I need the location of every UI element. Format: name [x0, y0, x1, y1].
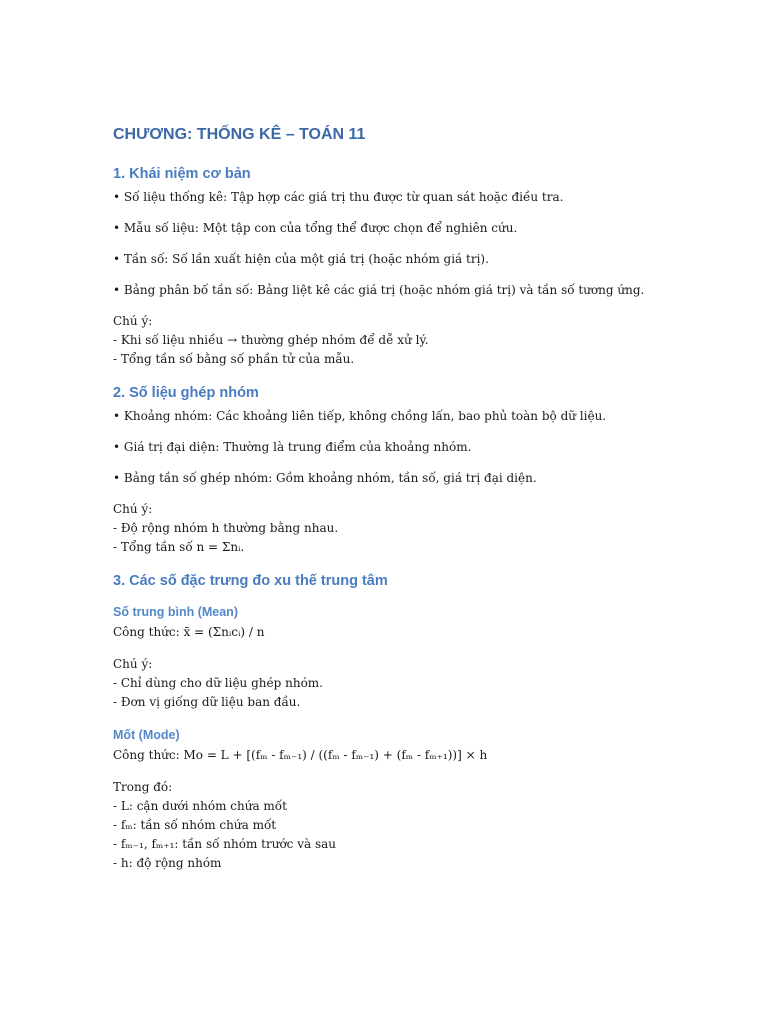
bullet-item: • Số liệu thống kê: Tập hợp các giá trị thu được từ quan sát hoặc điều tra.	[113, 190, 564, 204]
subsection-heading-mean: Số trung bình (Mean)	[113, 605, 238, 619]
note-line: - Chỉ dùng cho dữ liệu ghép nhóm.	[113, 676, 323, 690]
note-line: - Khi số liệu nhiều → thường ghép nhóm để dễ xử lý.	[113, 333, 429, 347]
note-label: Chú ý:	[113, 657, 153, 671]
section-heading: 3. Các số đặc trưng đo xu thế trung tâm	[113, 573, 388, 589]
note-line: - Tổng tần số bằng số phần tử của mẫu.	[113, 352, 355, 366]
note-line: - Tổng tần số n = Σnᵢ.	[113, 540, 245, 554]
note-line: - Đơn vị giống dữ liệu ban đầu.	[113, 695, 301, 709]
where-block	[113, 778, 733, 873]
bullet-item: • Mẫu số liệu: Một tập con của tổng thể được chọn để nghiên cứu.	[113, 221, 518, 235]
where-line: - L: cận dưới nhóm chứa mốt	[113, 799, 287, 813]
note-block	[113, 655, 733, 712]
bullet-item: • Khoảng nhóm: Các khoảng liên tiếp, không chồng lấn, bao phủ toàn bộ dữ liệu.	[113, 409, 607, 423]
bullet-item: • Tần số: Số lần xuất hiện của một giá trị (hoặc nhóm giá trị).	[113, 252, 489, 266]
section-grouped-data	[113, 383, 733, 557]
section-central-tendency	[113, 571, 733, 873]
where-line: - fₘ₋₁, fₘ₊₁: tần số nhóm trước và sau	[113, 837, 336, 851]
where-label: Trong đó:	[113, 780, 173, 794]
formula-mean: Công thức: x̄ = (Σnᵢcᵢ) / n	[113, 625, 265, 639]
bullet-item: • Giá trị đại diện: Thường là trung điểm của khoảng nhóm.	[113, 440, 472, 454]
note-line: - Độ rộng nhóm h thường bằng nhau.	[113, 521, 339, 535]
note-block	[113, 500, 733, 557]
section-heading: 1. Khái niệm cơ bản	[113, 166, 251, 182]
chapter-title: CHƯƠNG: THỐNG KÊ – TOÁN 11	[113, 126, 366, 143]
note-label: Chú ý:	[113, 314, 153, 328]
formula-mode: Công thức: Mo = L + [(fₘ - fₘ₋₁) / ((fₘ - fₘ₋₁) + (fₘ - fₘ₊₁))] × h	[113, 748, 488, 762]
note-label: Chú ý:	[113, 502, 153, 516]
where-line: - fₘ: tần số nhóm chứa mốt	[113, 818, 277, 832]
section-basic-concepts	[113, 164, 733, 369]
section-heading: 2. Số liệu ghép nhóm	[113, 385, 259, 401]
subsection-heading-mode: Mốt (Mode)	[113, 728, 180, 742]
bullet-item: • Bảng tần số ghép nhóm: Gồm khoảng nhóm, tần số, giá trị đại diện.	[113, 471, 537, 485]
where-line: - h: độ rộng nhóm	[113, 856, 222, 870]
bullet-item: • Bảng phân bố tần số: Bảng liệt kê các giá trị (hoặc nhóm giá trị) và tần số tương ứng.	[113, 283, 645, 297]
document-content	[113, 124, 733, 887]
note-block	[113, 312, 733, 369]
